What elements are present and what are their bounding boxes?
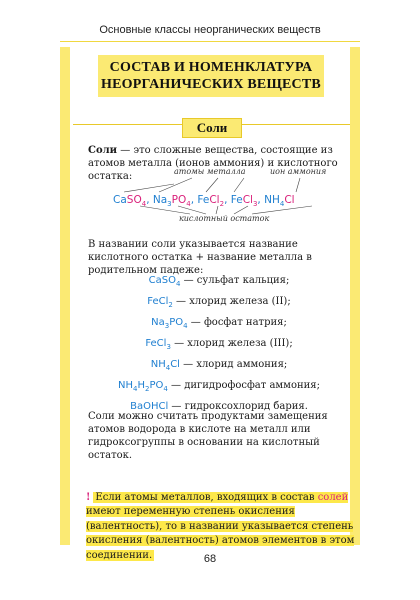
formula-subscript: 2 [219, 200, 225, 209]
formula-subscript: 3 [252, 200, 258, 209]
naming-rule-paragraph: В названии соли указывается название кислотного остатка + название металла в родительном падеже: [88, 239, 312, 276]
dash: — [167, 380, 185, 391]
example-name: фосфат натрия; [203, 317, 287, 328]
substitution-paragraph: Соли можно считать продуктами замещения атомов водорода в кислоте на металл или гидроксогруппы в основании на кислотный остаток. [88, 411, 328, 461]
label-acid-residue: кислотный остаток [179, 214, 270, 223]
formula-part: PO [149, 380, 164, 391]
formula-subscript: 4 [165, 364, 171, 372]
diagram-formula [152, 194, 198, 209]
example-row [88, 354, 350, 375]
exclamation-mark-icon: ! [86, 492, 91, 503]
example-row [88, 333, 350, 354]
diagram-formula [113, 194, 153, 209]
formula-part: CaSO [148, 275, 176, 286]
example-name: хлорид аммония; [196, 359, 288, 370]
dash: — [179, 359, 197, 370]
example-name: хлорид железа (II); [189, 296, 291, 307]
dash: — [187, 317, 204, 328]
note-text-highlight [86, 492, 354, 561]
example-row [88, 312, 350, 333]
dash: — [168, 401, 185, 412]
formula-row [113, 194, 295, 208]
formula-cation: Fe [230, 194, 243, 206]
chapter-title-line2: НЕОРГАНИЧЕСКИХ ВЕЩЕСТВ [101, 77, 321, 92]
example-row [88, 291, 350, 312]
formula-cation: Ca [113, 194, 127, 206]
formula-separator: , [224, 194, 231, 206]
label-metal-atoms: атомы металла [174, 167, 246, 176]
example-name: сульфат кальция; [196, 275, 290, 286]
note-keyword: солей [317, 492, 349, 503]
formula-part: NH [117, 380, 133, 391]
formula-subscript: 4 [186, 200, 191, 209]
formula-subscript: 4 [141, 200, 147, 209]
formula-subscript: 3 [164, 322, 170, 330]
formula-cation: Na [152, 194, 168, 206]
formula-separator: , [257, 194, 265, 206]
example-row [88, 375, 350, 396]
example-formula [151, 317, 187, 328]
example-formula [151, 359, 180, 370]
formula-anion: Cl [242, 194, 253, 206]
chapter-title-line1: СОСТАВ И НОМЕНКЛАТУРА [109, 60, 313, 75]
formula-subscript: 3 [167, 200, 172, 209]
formula-cation: Fe [197, 194, 210, 206]
example-formula [118, 380, 168, 391]
example-formula [147, 296, 173, 307]
formula-part: Cl [170, 359, 180, 370]
dash: — [180, 275, 197, 286]
formula-subscript: 4 [175, 280, 181, 288]
example-name: дигидрофосфат аммония; [184, 380, 320, 391]
formula-part: BaOHCl [130, 401, 169, 412]
formula-subscript: 3 [166, 343, 171, 351]
formula-subscript: 4 [183, 322, 188, 330]
formula-part: PO [169, 317, 184, 328]
formula-cation: NH [264, 194, 280, 206]
diagram-formula [264, 194, 295, 209]
formula-subscript: 2 [168, 301, 173, 309]
diagram-formula [197, 194, 231, 209]
dash: — [170, 338, 188, 349]
example-name: гидроксохлорид бария. [184, 401, 308, 412]
diagram-formula [230, 194, 265, 209]
formula-part: FeCl [147, 296, 169, 307]
formula-part: Na [151, 317, 165, 328]
example-formula [145, 338, 171, 349]
formula-subscript: 4 [279, 200, 285, 209]
examples-list [88, 270, 350, 417]
formula-subscript: 2 [144, 385, 150, 393]
formula-separator: , [146, 194, 153, 206]
section-tab: Соли [182, 118, 242, 138]
formula-anion: Cl [284, 194, 295, 206]
example-formula [149, 275, 181, 286]
example-name: хлорид железа (III); [187, 338, 293, 349]
formula-anion: PO [171, 194, 187, 206]
note-part1: Если атомы металлов, входящих в состав [95, 492, 318, 503]
formula-anion: SO [126, 194, 142, 206]
formula-separator: , [190, 194, 198, 206]
definition-text: — это сложные вещества, состоящие из атомов металла (ионов аммония) и кислотного остатка: [88, 145, 338, 182]
formula-part: NH [150, 359, 166, 370]
formula-anion: Cl [209, 194, 220, 206]
page-number: 68 [203, 553, 217, 565]
definition-term: Соли [88, 145, 118, 156]
example-row [88, 270, 350, 291]
formula-subscript: 4 [163, 385, 168, 393]
running-header: Основные классы неорганических веществ [99, 24, 321, 36]
label-ammonium-ion: ион аммония [270, 167, 327, 176]
note-part2: имеют переменную степень окисления (валентность), то в названии указывается степень окисления (валентность) атомов элементов в этом соединении. [86, 506, 355, 561]
formula-part: FeCl [145, 338, 167, 349]
formula-subscript: 4 [132, 385, 138, 393]
formula-part: H [137, 380, 145, 391]
dash: — [172, 296, 190, 307]
